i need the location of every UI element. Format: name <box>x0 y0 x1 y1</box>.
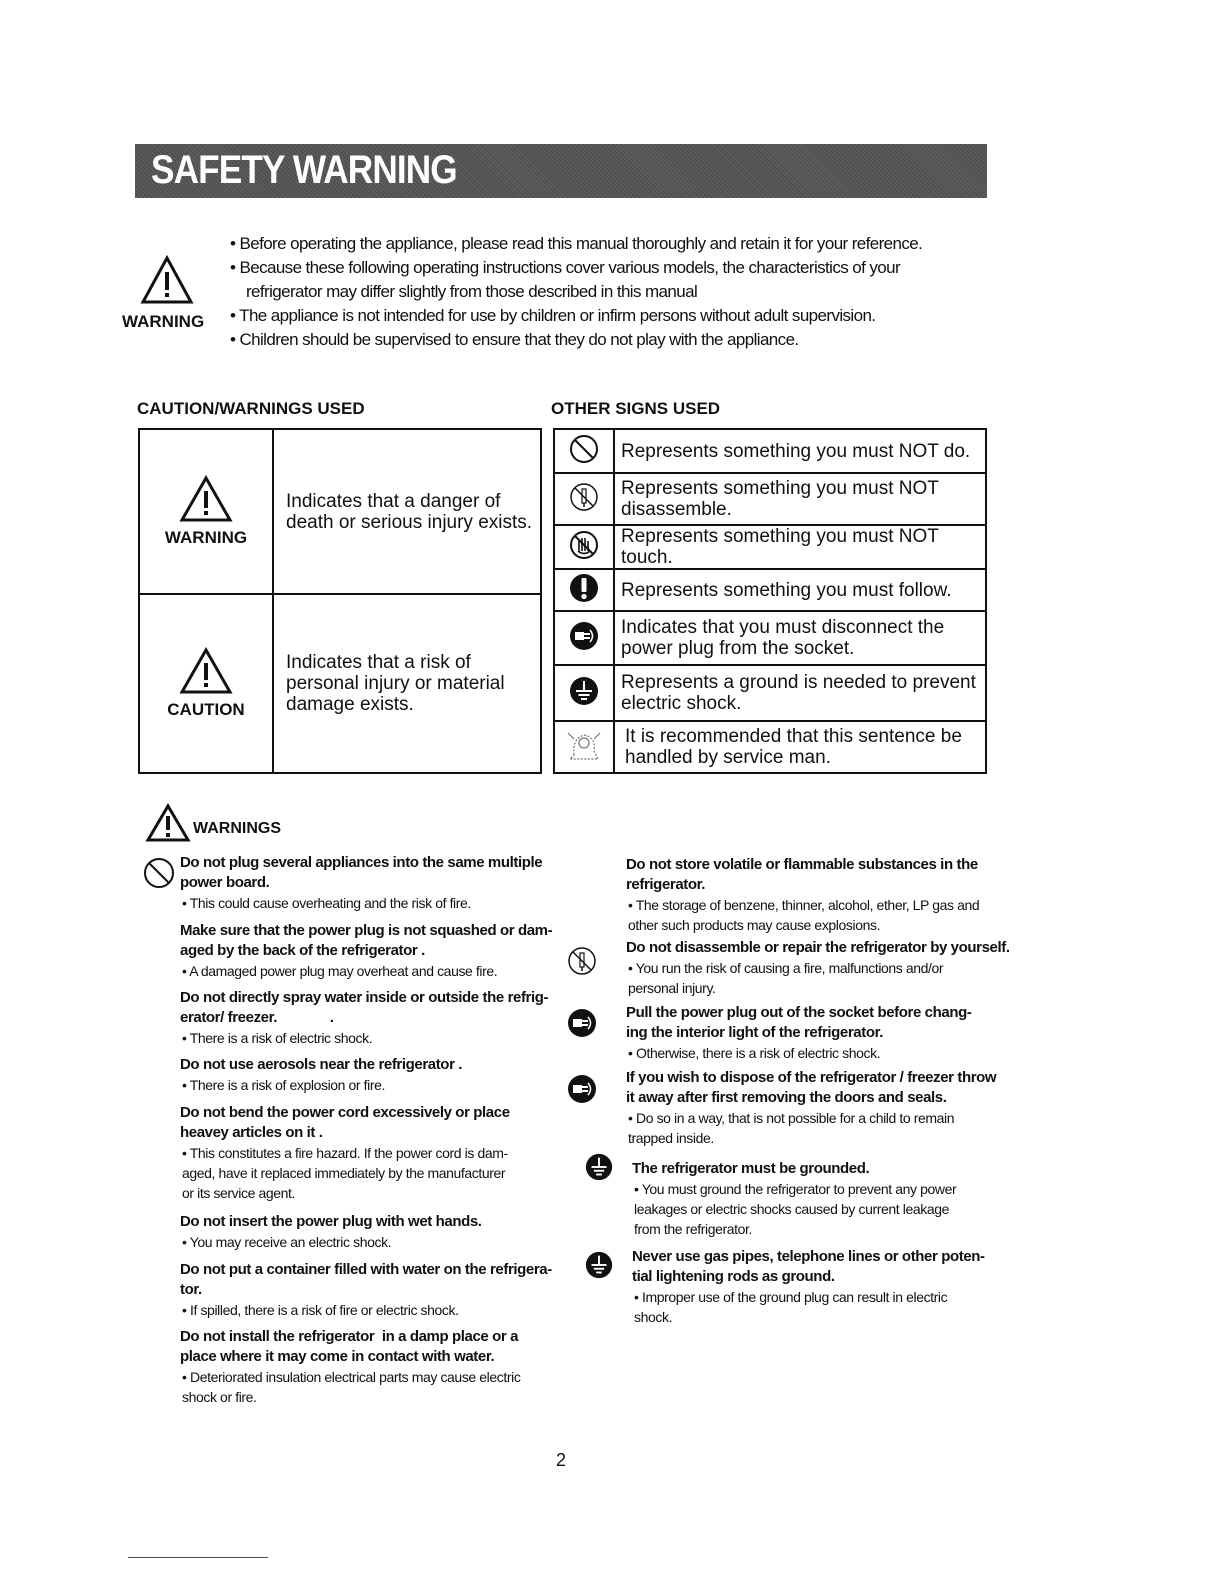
intro-warning-label: WARNING <box>122 312 205 331</box>
warning-item: Never use gas pipes, telephone lines or other poten- tial lightening rods as ground. • Improper use of the ground plug can result in electric shock. <box>632 1248 985 1325</box>
other-signs-heading: OTHER SIGNS USED <box>551 399 721 418</box>
sign-description: Indicates that you must disconnect the power plug from the socket. <box>614 611 986 665</box>
intro-bullet: • The appliance is not intended for use by children or infirm persons without adult supervision. <box>230 306 876 325</box>
warning-item: If you wish to dispose of the refrigerator / freezer throw it away after first removing the doors and seals. • Do so in a way, that is not possible for a child to remain trapped inside. <box>626 1069 997 1146</box>
intro-bullet-list <box>230 232 1000 352</box>
prohibited-icon <box>554 429 614 473</box>
caution-cell <box>139 594 273 773</box>
warning-item: Do not install the refrigerator in a damp place or a place where it may come in contact with water. • Deteriorated insulation electrical parts may cause electric shock or fire. <box>180 1328 521 1405</box>
ground-icon <box>584 1250 614 1280</box>
warning-item: Do not use aerosols near the refrigerator . • There is a risk of explosion or fire. <box>180 1056 463 1093</box>
intro-bullet: • Because these following operating instructions cover various models, the characteristics of your <box>230 258 901 277</box>
warning-item: The refrigerator must be grounded. • You must ground the refrigerator to prevent any power leakages or electric shocks caused by current leakage from the refrigerator. <box>632 1160 957 1237</box>
caution-triangle-icon <box>179 647 233 695</box>
other-signs-table <box>553 428 987 774</box>
warning-description <box>273 429 541 594</box>
warning-item: Do not insert the power plug with wet hands. • You may receive an electric shock. <box>180 1213 482 1250</box>
must-follow-icon <box>554 569 614 611</box>
sign-description: Represents something you must NOT touch. <box>614 525 986 569</box>
intro-bullet: refrigerator may differ slightly from those described in this manual <box>246 282 698 301</box>
title-banner <box>135 144 987 198</box>
no-disassemble-icon <box>566 945 598 977</box>
warning-item: Do not store volatile or flammable substances in the refrigerator. • The storage of benzene, thinner, alcohol, ether, LP gas and other such products may cause explosions. <box>626 856 980 933</box>
sign-description: Represents something you must follow. <box>614 569 986 611</box>
footer-divider <box>128 1557 268 1558</box>
warning-desc-line: death or serious injury exists. <box>286 511 533 533</box>
intro-bullet: • Children should be supervised to ensure that they do not play with the appliance. <box>230 330 799 349</box>
caution-desc-line: damage exists. <box>286 694 414 715</box>
warning-label: WARNING <box>164 528 248 547</box>
ground-icon <box>554 665 614 721</box>
warning-item: Do not directly spray water inside or outside the refrig- erator/ freezer. . • There is a risk of electric shock. <box>180 989 549 1046</box>
caution-label: CAUTION <box>167 700 245 719</box>
warning-item: Pull the power plug out of the socket before chang- ing the interior light of the refrigerator. • Otherwise, there is a risk of electric shock. <box>626 1004 972 1061</box>
warning-triangle-icon <box>145 803 191 843</box>
caution-description <box>273 594 541 773</box>
caution-desc-line: Indicates that a risk of <box>286 652 471 673</box>
sign-description: Represents a ground is needed to prevent electric shock. <box>614 665 986 721</box>
warning-item: Do not bend the power cord excessively or place heavey articles on it . • This constitutes a fire hazard. If the power cord is dam- aged, have it replaced immediately by the manufacturer or its service agent. <box>180 1104 510 1201</box>
sign-description: It is recommended that this sentence be handled by service man. <box>614 721 986 773</box>
warnings-heading: WARNINGS <box>193 820 281 837</box>
prohibited-icon <box>142 856 176 890</box>
warning-item: Make sure that the power plug is not squashed or dam- aged by the back of the refrigerator . • A damaged power plug may overheat and cause fire. <box>180 922 553 979</box>
unplug-icon <box>566 1073 598 1105</box>
service-man-icon <box>554 721 614 773</box>
ground-icon <box>584 1152 614 1182</box>
warning-triangle-icon <box>179 475 233 523</box>
warning-desc-line: Indicates that a danger of <box>286 490 501 512</box>
no-touch-icon <box>554 525 614 569</box>
warning-item: Do not plug several appliances into the same multiple power board. • This could cause overheating and the risk of fire. <box>180 854 543 911</box>
sign-description: Represents something you must NOT do. <box>614 429 986 473</box>
page-title: SAFETY WARNING <box>151 148 457 192</box>
warning-cell <box>139 429 273 594</box>
intro-bullet: • Before operating the appliance, please read this manual thoroughly and retain it for your reference. <box>230 234 923 253</box>
unplug-icon <box>566 1007 598 1039</box>
warning-item: Do not disassemble or repair the refrigerator by yourself. • You run the risk of causing a fire, malfunctions and/or personal injury. <box>626 939 1010 996</box>
no-disassemble-icon <box>554 473 614 525</box>
warning-triangle-icon <box>140 255 194 305</box>
warning-item: Do not put a container filled with water on the refrigera- tor. • If spilled, there is a risk of fire or electric shock. <box>180 1261 552 1318</box>
caution-warnings-heading: CAUTION/WARNINGS USED <box>137 399 365 418</box>
caution-desc-line: personal injury or material <box>286 673 505 694</box>
unplug-icon <box>554 611 614 665</box>
caution-warnings-table <box>138 428 542 774</box>
page-number: 2 <box>556 1450 567 1470</box>
sign-description: Represents something you must NOT disassemble. <box>614 473 986 525</box>
